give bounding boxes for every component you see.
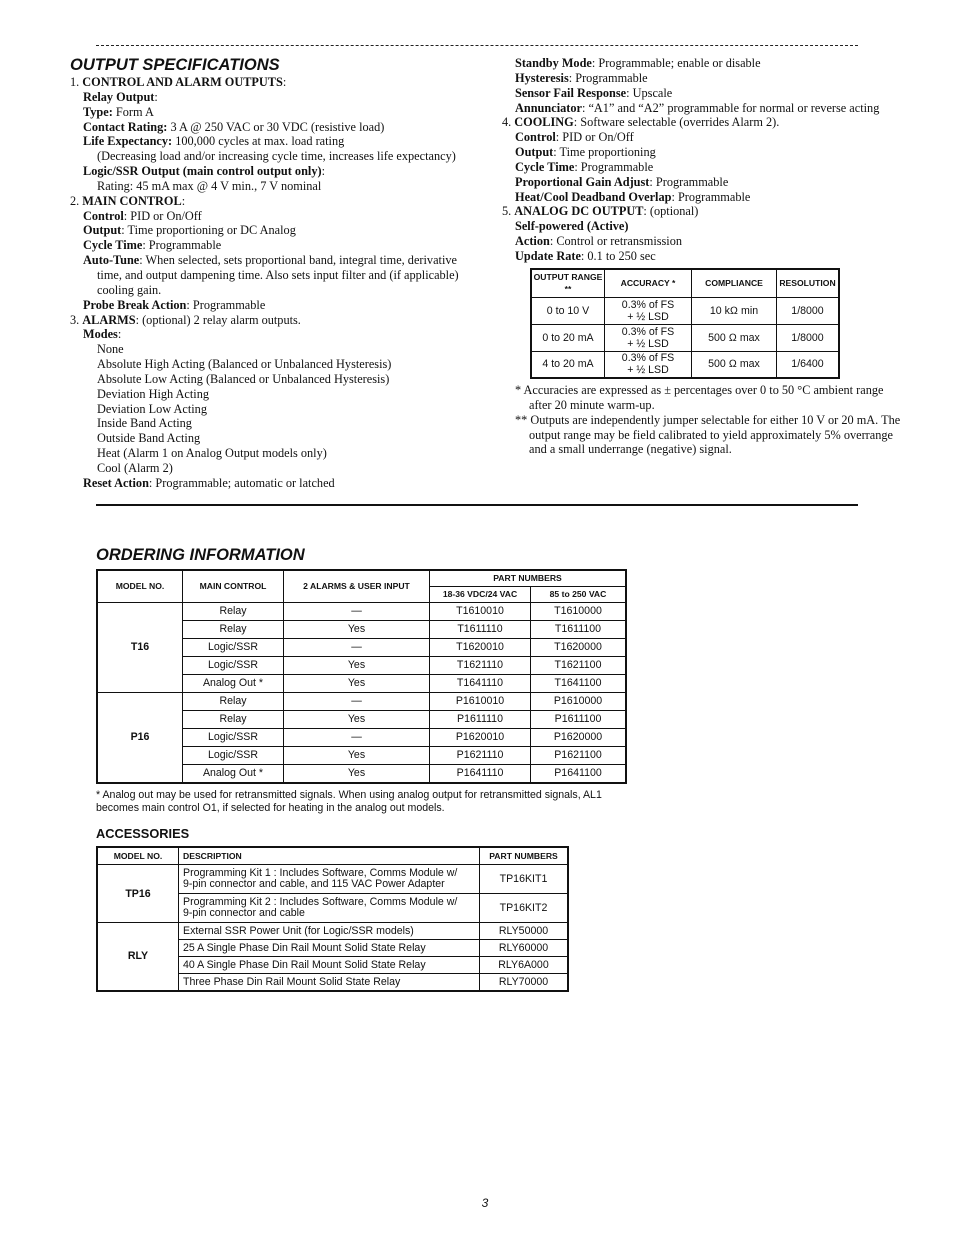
accessories-heading: ACCESSORIES: [96, 826, 190, 841]
table-cell: T1610010: [430, 602, 531, 620]
table-header: DESCRIPTION: [179, 847, 480, 865]
cooling-control: Control: PID or On/Off: [515, 130, 634, 145]
accessories-table: [96, 846, 569, 992]
table-cell: T1610000: [531, 602, 627, 620]
table-cell: RLY70000: [480, 974, 569, 991]
table-cell: [605, 324, 692, 351]
section-1-heading: 1. CONTROL AND ALARM OUTPUTS:: [70, 75, 287, 89]
table-cell: 1/8000: [777, 297, 840, 324]
self-powered: Self-powered (Active): [515, 219, 629, 234]
table-cell: T1620010: [430, 638, 531, 656]
main-control: Control: PID or On/Off: [83, 208, 202, 223]
accuracy-line: 0.3% of FS: [621, 298, 675, 311]
table-cell: External SSR Power Unit (for Logic/SSR models): [179, 923, 480, 940]
table-cell: [179, 865, 480, 894]
table-cell: Analog Out *: [183, 764, 284, 783]
table-cell: T1641100: [531, 674, 627, 692]
table-cell: T1641110: [430, 674, 531, 692]
table-cell: RLY6A000: [480, 957, 569, 974]
table-cell: Relay: [183, 620, 284, 638]
table-cell: T1611110: [430, 620, 531, 638]
ordering-information-heading: ORDERING INFORMATION: [96, 546, 305, 564]
table-cell: RLY60000: [480, 940, 569, 957]
table-cell: Logic/SSR: [183, 728, 284, 746]
proportional-gain-adjust: Proportional Gain Adjust: Programmable: [515, 174, 729, 189]
analog-output-table: [530, 268, 840, 379]
mode-item: Absolute High Acting (Balanced or Unbalanced Hysteresis): [97, 357, 392, 372]
mode-item: Cool (Alarm 2): [97, 460, 173, 475]
heat-cool-deadband: Heat/Cool Deadband Overlap: Programmable: [515, 189, 751, 204]
mode-item: None: [97, 342, 124, 357]
table-cell: P1641100: [531, 764, 627, 783]
table-cell: RLY50000: [480, 923, 569, 940]
table-row: [97, 923, 568, 940]
table-header: 2 ALARMS & USER INPUT: [284, 570, 430, 602]
accuracy-line: 0.3% of FS: [621, 325, 675, 338]
mode-item: Outside Band Acting: [97, 431, 201, 446]
probe-break-action: Probe Break Action: Programmable: [83, 297, 266, 312]
table-cell: —: [284, 692, 430, 710]
table-cell: Relay: [183, 602, 284, 620]
modes-label: Modes:: [83, 327, 122, 342]
table-cell: P1641110: [430, 764, 531, 783]
section-3-heading: 3. ALARMS: (optional) 2 relay alarm outputs.: [70, 312, 301, 327]
accuracy-line: + ½ LSD: [627, 310, 669, 323]
table-cell: [179, 894, 480, 923]
auto-tune-line-3: cooling gain.: [97, 282, 162, 297]
relay-output: Relay Output:: [83, 89, 158, 104]
description-line: Programming Kit 2 : Includes Software, Comms Module w/: [183, 895, 458, 908]
main-output: Output: Time proportioning or DC Analog: [83, 223, 296, 238]
model-cell: RLY: [97, 923, 179, 991]
accuracy-line: + ½ LSD: [627, 337, 669, 350]
table-cell: TP16KIT1: [480, 865, 569, 894]
section-2-heading: 2. MAIN CONTROL:: [70, 193, 186, 208]
table-header: PART NUMBERS: [430, 570, 627, 586]
cooling-cycle-time: Cycle Time: Programmable: [515, 159, 654, 174]
contact-rating: Contact Rating: 3 A @ 250 VAC or 30 VDC (resistive load): [83, 119, 385, 134]
relay-type: Type: Form A: [83, 104, 154, 119]
table-header: RESOLUTION: [777, 269, 840, 297]
table-row: [97, 602, 626, 620]
mode-item: Absolute Low Acting (Balanced or Unbalanced Hysteresis): [97, 371, 390, 386]
table-header: MODEL NO.: [97, 847, 179, 865]
cooling-output: Output: Time proportioning: [515, 145, 656, 160]
auto-tune-line-2: time, and output dampening time. Also sets input filter and (if applicable): [97, 267, 459, 282]
table-row: [531, 324, 839, 351]
table-cell: Analog Out *: [183, 674, 284, 692]
table-cell: 25 A Single Phase Din Rail Mount Solid State Relay: [179, 940, 480, 957]
table-cell: Logic/SSR: [183, 746, 284, 764]
table-cell: Relay: [183, 692, 284, 710]
table-cell: [605, 297, 692, 324]
section-5-heading: 5. ANALOG DC OUTPUT: (optional): [502, 204, 699, 219]
logic-ssr-output: Logic/SSR Output (main control output only):: [83, 164, 325, 179]
description-line: 9-pin connector and cable, and 115 VAC Power Adapter: [183, 878, 445, 890]
logic-ssr-rating: Rating: 45 mA max @ 4 V min., 7 V nominal: [97, 178, 322, 193]
footnote-accuracy-cont: after 20 minute warm-up.: [529, 397, 655, 412]
table-cell: 10 kΩ min: [692, 297, 777, 324]
mode-item: Heat (Alarm 1 on Analog Output models only): [97, 446, 327, 461]
table-cell: T1620000: [531, 638, 627, 656]
table-cell: 1/6400: [777, 351, 840, 378]
model-cell: P16: [97, 692, 183, 783]
table-header: OUTPUT RANGE **: [531, 269, 605, 297]
mode-item: Inside Band Acting: [97, 416, 192, 431]
table-row: [97, 692, 626, 710]
hysteresis: Hysteresis: Programmable: [515, 70, 648, 85]
life-expectancy-note: (Decreasing load and/or increasing cycle time, increases life expectancy): [97, 149, 456, 164]
note-line: * Analog out may be used for retransmitted signals. When using analog output for retransmitted signals, AL1: [96, 789, 602, 801]
top-dashed-divider: [96, 45, 858, 46]
table-header: COMPLIANCE: [692, 269, 777, 297]
analog-table-footnotes: [515, 383, 915, 457]
table-cell: P1620000: [531, 728, 627, 746]
output-specs-right-column: [502, 56, 922, 264]
table-cell: 1/8000: [777, 324, 840, 351]
table-cell: 500 Ω max: [692, 324, 777, 351]
mode-item: Deviation Low Acting: [97, 401, 207, 416]
description-line: 9-pin connector and cable: [183, 907, 305, 919]
main-cycle-time: Cycle Time: Programmable: [83, 238, 222, 253]
table-cell: —: [284, 728, 430, 746]
table-cell: P1611110: [430, 710, 531, 728]
model-cell: TP16: [97, 865, 179, 923]
table-cell: Yes: [284, 620, 430, 638]
table-cell: 500 Ω max: [692, 351, 777, 378]
section-4-heading: 4. COOLING: Software selectable (overrides Alarm 2).: [502, 115, 780, 130]
analog-action: Action: Control or retransmission: [515, 234, 683, 249]
table-cell: P1620010: [430, 728, 531, 746]
table-cell: Yes: [284, 674, 430, 692]
table-header: 85 to 250 VAC: [531, 586, 627, 602]
table-row: [97, 865, 568, 894]
annunciator: Annunciator: “A1” and “A2” programmable for normal or reverse acting: [515, 100, 880, 115]
output-specs-left-column: [70, 75, 490, 491]
footnote-outputs: ** Outputs are independently jumper selectable for either 10 V or 20 mA. The: [515, 412, 901, 427]
table-cell: 40 A Single Phase Din Rail Mount Solid State Relay: [179, 957, 480, 974]
life-expectancy: Life Expectancy: 100,000 cycles at max. load rating: [83, 134, 345, 149]
table-cell: Yes: [284, 746, 430, 764]
mode-item: Deviation High Acting: [97, 386, 210, 401]
accuracy-line: + ½ LSD: [627, 364, 669, 377]
table-cell: Yes: [284, 710, 430, 728]
table-cell: Yes: [284, 764, 430, 783]
footnote-outputs-cont: output range may be field calibrated to yield approximately 5% overrange: [529, 427, 893, 442]
table-cell: T1621110: [430, 656, 531, 674]
table-row: [531, 297, 839, 324]
table-cell: Yes: [284, 656, 430, 674]
table-header: MODEL NO.: [97, 570, 183, 602]
table-header: MAIN CONTROL: [183, 570, 284, 602]
table-cell: Logic/SSR: [183, 656, 284, 674]
reset-action: Reset Action: Programmable; automatic or latched: [83, 475, 335, 490]
table-cell: 0 to 20 mA: [531, 324, 605, 351]
table-header: PART NUMBERS: [480, 847, 569, 865]
analog-out-note: [96, 789, 656, 815]
section-divider: [96, 504, 858, 506]
note-line: becomes main control O1, if selected for heating in the analog out models.: [96, 802, 445, 814]
table-cell: T1621100: [531, 656, 627, 674]
table-cell: P1621110: [430, 746, 531, 764]
table-cell: TP16KIT2: [480, 894, 569, 923]
table-cell: Relay: [183, 710, 284, 728]
update-rate: Update Rate: 0.1 to 250 sec: [515, 248, 656, 263]
table-cell: 4 to 20 mA: [531, 351, 605, 378]
table-header: ACCURACY *: [605, 269, 692, 297]
description-line: Programming Kit 1 : Includes Software, Comms Module w/: [183, 866, 458, 879]
standby-mode: Standby Mode: Programmable; enable or disable: [515, 56, 761, 70]
table-cell: P1610000: [531, 692, 627, 710]
table-row: [531, 351, 839, 378]
table-cell: P1610010: [430, 692, 531, 710]
page-number: 3: [481, 1196, 489, 1210]
table-cell: Three Phase Din Rail Mount Solid State Relay: [179, 974, 480, 991]
table-cell: —: [284, 602, 430, 620]
accuracy-line: 0.3% of FS: [621, 352, 675, 365]
sensor-fail-response: Sensor Fail Response: Upscale: [515, 85, 673, 100]
footnote-outputs-cont: and a small underrange (negative) signal.: [529, 442, 732, 457]
footnote-accuracy: * Accuracies are expressed as ± percentages over 0 to 50 °C ambient range: [515, 383, 884, 397]
table-cell: P1611100: [531, 710, 627, 728]
table-cell: T1611100: [531, 620, 627, 638]
auto-tune: Auto-Tune: When selected, sets proportional band, integral time, derivative: [83, 253, 457, 268]
table-cell: Logic/SSR: [183, 638, 284, 656]
model-cell: T16: [97, 602, 183, 692]
table-cell: [605, 351, 692, 378]
table-cell: —: [284, 638, 430, 656]
output-specifications-heading: OUTPUT SPECIFICATIONS: [70, 56, 280, 74]
table-cell: 0 to 10 V: [531, 297, 605, 324]
ordering-table: [96, 569, 627, 784]
table-cell: P1621100: [531, 746, 627, 764]
table-header: 18-36 VDC/24 VAC: [430, 586, 531, 602]
